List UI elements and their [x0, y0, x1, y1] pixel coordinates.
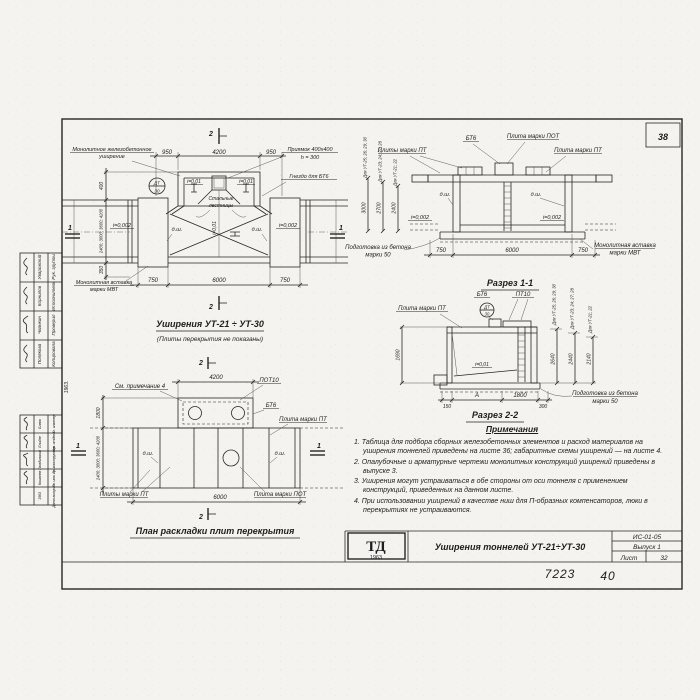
dimension-top [172, 375, 259, 398]
callout-prep [541, 389, 639, 405]
signature [24, 287, 28, 304]
callout-bt6 [463, 136, 500, 164]
stamp-role: Гл. инж. пр. [52, 469, 56, 487]
svg-text:Подготовка из бетона: Подготовка из бетона [345, 245, 411, 251]
callout-pot-bottom [240, 467, 307, 498]
svg-text:950: 950 [161, 150, 173, 156]
widening-slab [178, 398, 253, 428]
chain-value: 2440 [568, 353, 575, 365]
org-logo: ТД [366, 539, 386, 555]
svg-text:д.ш.: д.ш. [530, 192, 542, 198]
ladder [518, 327, 525, 382]
detail-mark [480, 303, 494, 317]
svg-text:марки МВТ: марки МВТ [89, 287, 119, 293]
svg-text:Плиты марки ПТ: Плиты марки ПТ [99, 492, 149, 498]
svg-text:Стальные: Стальные [208, 196, 234, 202]
svg-text:Уширения УТ-21 ÷ УТ-30: Уширения УТ-21 ÷ УТ-30 [156, 319, 264, 329]
steel-beam-mark [230, 232, 240, 236]
height-chains-right [540, 283, 598, 385]
callout-pot10 [240, 378, 281, 400]
svg-text:ПТ10: ПТ10 [515, 292, 531, 298]
svg-text:i=0,002: i=0,002 [542, 215, 562, 221]
corner-number: 38 [657, 132, 669, 142]
svg-text:30: 30 [484, 311, 490, 317]
svg-text:А: А [474, 393, 480, 399]
section-structure [410, 163, 616, 242]
svg-text:i=0,01: i=0,01 [212, 221, 218, 235]
svg-text:Разрез 2-2: Разрез 2-2 [471, 410, 519, 420]
chain-label: Для УТ-21; 22 [392, 159, 398, 186]
stamp-role: Дата выпуска [52, 484, 56, 508]
inner-labels [110, 179, 300, 241]
stamp-block-bottom [20, 414, 62, 508]
svg-text:д.ш.: д.ш. [251, 227, 263, 233]
svg-text:Плита марки ПОТ: Плита марки ПОТ [253, 492, 307, 498]
section-structure [434, 319, 540, 392]
callout-pt-left [378, 148, 462, 173]
drawing-caption [130, 526, 300, 538]
svg-text:1690: 1690 [395, 349, 402, 361]
signature [23, 316, 28, 333]
sheet-number: 32 [660, 555, 668, 562]
inner-labels [408, 192, 564, 221]
svg-text:БТ6: БТ6 [265, 403, 277, 409]
callout-socket [262, 174, 337, 196]
svg-text:БТ6: БТ6 [476, 292, 488, 298]
chain-value: 2400 [391, 202, 398, 214]
inner-labels [143, 451, 286, 463]
stamp-name: Чванкин [37, 316, 42, 334]
note-item: 1. Таблица для подбора сборных железобетонных элементов и расход материалов на уширения тоннелей приведены на листе 36; габаритные схемы уширений — на листе 4. [354, 439, 663, 456]
callout-pt-bottom [100, 467, 170, 498]
chain-value: 2700 [376, 202, 383, 214]
svg-text:Плита марки ПОТ: Плита марки ПОТ [506, 134, 560, 140]
svg-text:750: 750 [147, 278, 159, 284]
signature [24, 417, 27, 430]
signature [24, 471, 27, 484]
notes-block [354, 424, 670, 516]
dimension-bottom [438, 391, 552, 410]
handwritten-number-2: 40 [600, 569, 616, 583]
signature [24, 435, 27, 448]
svg-text:1: 1 [76, 443, 80, 450]
callout-pot [507, 134, 561, 164]
chain-label: Для УТ-25; 26; 29; 30 [551, 284, 557, 325]
svg-text:300: 300 [538, 404, 548, 410]
chain-value: 2640 [550, 353, 557, 365]
callout-prep [345, 238, 440, 259]
steel-beam-mark [191, 184, 197, 192]
stamp-block-top [20, 253, 62, 368]
svg-text:750: 750 [279, 278, 291, 284]
stamp-role: Исполнитель [51, 281, 56, 311]
svg-text:Плита марки ПТ: Плита марки ПТ [398, 306, 446, 312]
svg-text:6000: 6000 [213, 495, 227, 501]
svg-text:750: 750 [435, 248, 447, 254]
svg-text:150: 150 [442, 404, 452, 410]
callout-bt6 [474, 292, 494, 320]
svg-text:950: 950 [265, 150, 277, 156]
callout-pt-right [546, 148, 603, 172]
stamp-name: Уваровский [37, 254, 42, 280]
handwritten-number-1: 7223 [544, 567, 576, 581]
svg-text:2: 2 [199, 514, 203, 521]
stamp-name: Кошелев [38, 470, 42, 486]
svg-text:750: 750 [577, 248, 589, 254]
signature [23, 453, 28, 466]
callout-pt [396, 306, 462, 328]
section-2-2-drawing [390, 265, 682, 450]
svg-text:h = 300: h = 300 [300, 155, 320, 161]
callout-pt-right [270, 417, 328, 435]
svg-text:марки МВТ: марки МВТ [609, 250, 641, 257]
svg-text:2: 2 [209, 131, 213, 138]
stamp-role: Рук. группы [51, 254, 56, 280]
svg-text:д.ш.: д.ш. [142, 451, 154, 457]
stamp-name: Полякова [37, 343, 42, 365]
signature [24, 258, 28, 275]
chain-label: Для УТ-23; 24; 27; 28 [377, 141, 383, 182]
plan-top-drawing [60, 120, 350, 365]
svg-text:2400; 3000; 3600; 4200: 2400; 3000; 3600; 4200 [95, 435, 101, 481]
stamp-name: 1963 [38, 492, 42, 500]
chain-label: Для УТ-21; 22 [587, 306, 593, 333]
svg-text:i=0,002: i=0,002 [112, 223, 132, 229]
svg-text:6000: 6000 [212, 278, 226, 284]
svg-text:д.ш.: д.ш. [439, 192, 451, 198]
svg-text:Плита марки ПТ: Плита марки ПТ [279, 417, 327, 423]
callout-pt10 [509, 292, 534, 320]
svg-text:2: 2 [209, 304, 213, 311]
stamp-name: Бланк [38, 419, 42, 429]
svg-text:1: 1 [68, 225, 72, 232]
svg-text:БТ6: БТ6 [465, 136, 477, 142]
chain-label: Для УТ-23; 24; 27; 28 [569, 288, 575, 329]
svg-text:марки 50: марки 50 [365, 252, 391, 259]
chain-value: 3000 [361, 202, 368, 214]
stamp-role: Копировала [51, 341, 56, 367]
stamp-role: Проверил [51, 314, 56, 336]
drawing-caption [156, 319, 264, 343]
svg-text:1800: 1800 [96, 407, 102, 419]
svg-text:ДТ: ДТ [154, 180, 160, 186]
issue-number: Выпуск 1 [633, 544, 661, 551]
doc-code: ИС-01-05 [632, 534, 662, 541]
callout-insert [74, 266, 148, 293]
stamp-role: Гл. инженер [52, 414, 56, 434]
notes-title: Примечания [485, 424, 539, 434]
svg-text:Плиты марки ПТ: Плиты марки ПТ [377, 148, 427, 154]
svg-text:6000: 6000 [505, 248, 519, 254]
slab-plan-drawing [60, 355, 350, 550]
note-item: 3. Уширения могут устраиваться в обе стороны от оси тоннеля с применением конструкций, приведенных на данном листе. [354, 478, 628, 495]
svg-text:i=0,01: i=0,01 [239, 179, 253, 185]
svg-text:i=0,002: i=0,002 [278, 223, 298, 229]
svg-text:д.ш.: д.ш. [171, 227, 183, 233]
ladder [504, 182, 511, 231]
signature [24, 345, 28, 362]
tunnel-slab-band [90, 428, 343, 488]
svg-text:Приямок 400x400: Приямок 400x400 [287, 147, 333, 153]
sheet-label: Лист [620, 555, 638, 562]
note-item: 2. Опалубочные и арматурные чертежи монолитных конструкций уширений приведены в выпуске 3. [354, 458, 656, 475]
svg-text:ПОТ10: ПОТ10 [259, 378, 279, 384]
slope-label [472, 362, 492, 368]
dimension-left [396, 325, 448, 385]
svg-text:1: 1 [339, 225, 343, 232]
stamp-name: Корнилов [37, 285, 42, 307]
steel-beam-mark [243, 184, 249, 192]
svg-text:2: 2 [199, 360, 203, 367]
svg-text:4200: 4200 [209, 375, 223, 381]
svg-text:1800: 1800 [513, 393, 527, 399]
svg-text:Монолитное железобетонное: Монолитное железобетонное [72, 147, 152, 153]
svg-text:(Плиты перекрытия не показаны): (Плиты перекрытия не показаны) [156, 336, 264, 343]
svg-text:2400; 3000; 3600; 4200: 2400; 3000; 3600; 4200 [98, 208, 104, 254]
tunnel-structure [62, 200, 348, 263]
dimension-bottom [130, 267, 308, 288]
svg-text:Монолитная вставка: Монолитная вставка [594, 243, 656, 249]
stamp-year: 1963. [64, 380, 70, 394]
svg-text:План раскладки плит перекрытия: План раскладки плит перекрытия [135, 526, 295, 536]
svg-text:Монолитная вставка: Монолитная вставка [75, 280, 133, 286]
chain-value: 2140 [586, 353, 593, 365]
svg-text:уширение: уширение [99, 154, 125, 160]
widening-structure [166, 172, 272, 257]
svg-text:1: 1 [317, 443, 321, 450]
svg-text:30: 30 [154, 188, 160, 194]
callout-note [112, 384, 182, 401]
stamp-role: Нач. отдела [52, 431, 56, 453]
svg-text:См. примечание 4: См. примечание 4 [114, 384, 166, 390]
svg-text:400: 400 [99, 181, 105, 191]
drawing-caption [466, 410, 524, 422]
svg-text:Гнездо для БТ6: Гнездо для БТ6 [289, 174, 329, 180]
svg-text:350: 350 [99, 265, 105, 275]
dimension-bottom [424, 234, 600, 258]
stamp-name: Гвоздинский [38, 450, 42, 470]
svg-text:Разрез 1-1: Разрез 1-1 [486, 278, 534, 288]
stamp-name: Елидзе [38, 436, 42, 448]
svg-text:лестницы: лестницы [208, 203, 234, 209]
svg-text:i=0,01: i=0,01 [187, 179, 201, 185]
callout-bt6 [253, 403, 279, 414]
svg-text:ДТ: ДТ [484, 304, 490, 310]
svg-text:д.ш.: д.ш. [274, 451, 286, 457]
svg-text:Плита марки ПТ: Плита марки ПТ [554, 148, 602, 154]
svg-text:марки 50: марки 50 [592, 399, 618, 405]
svg-text:i=0,002: i=0,002 [410, 215, 430, 221]
callout-insert [577, 239, 656, 257]
org-logo-year: 1963 [369, 555, 383, 561]
svg-text:i=0,01: i=0,01 [475, 362, 489, 368]
chain-label: Для УТ-25; 26; 29; 30 [362, 137, 368, 178]
svg-text:4200: 4200 [212, 150, 226, 156]
drawing-title: Уширения тоннелей УТ-21÷УТ-30 [434, 542, 586, 552]
stamp-role: Гл. конструктор [52, 446, 56, 474]
detail-mark [149, 178, 165, 194]
svg-text:Подготовка из бетона: Подготовка из бетона [572, 391, 638, 397]
note-item: 4. При использовании уширений в качестве ниш для П-образных компенсаторов, люки в перекрытиях не устраиваются. [354, 497, 648, 514]
dimension-left [96, 395, 179, 495]
